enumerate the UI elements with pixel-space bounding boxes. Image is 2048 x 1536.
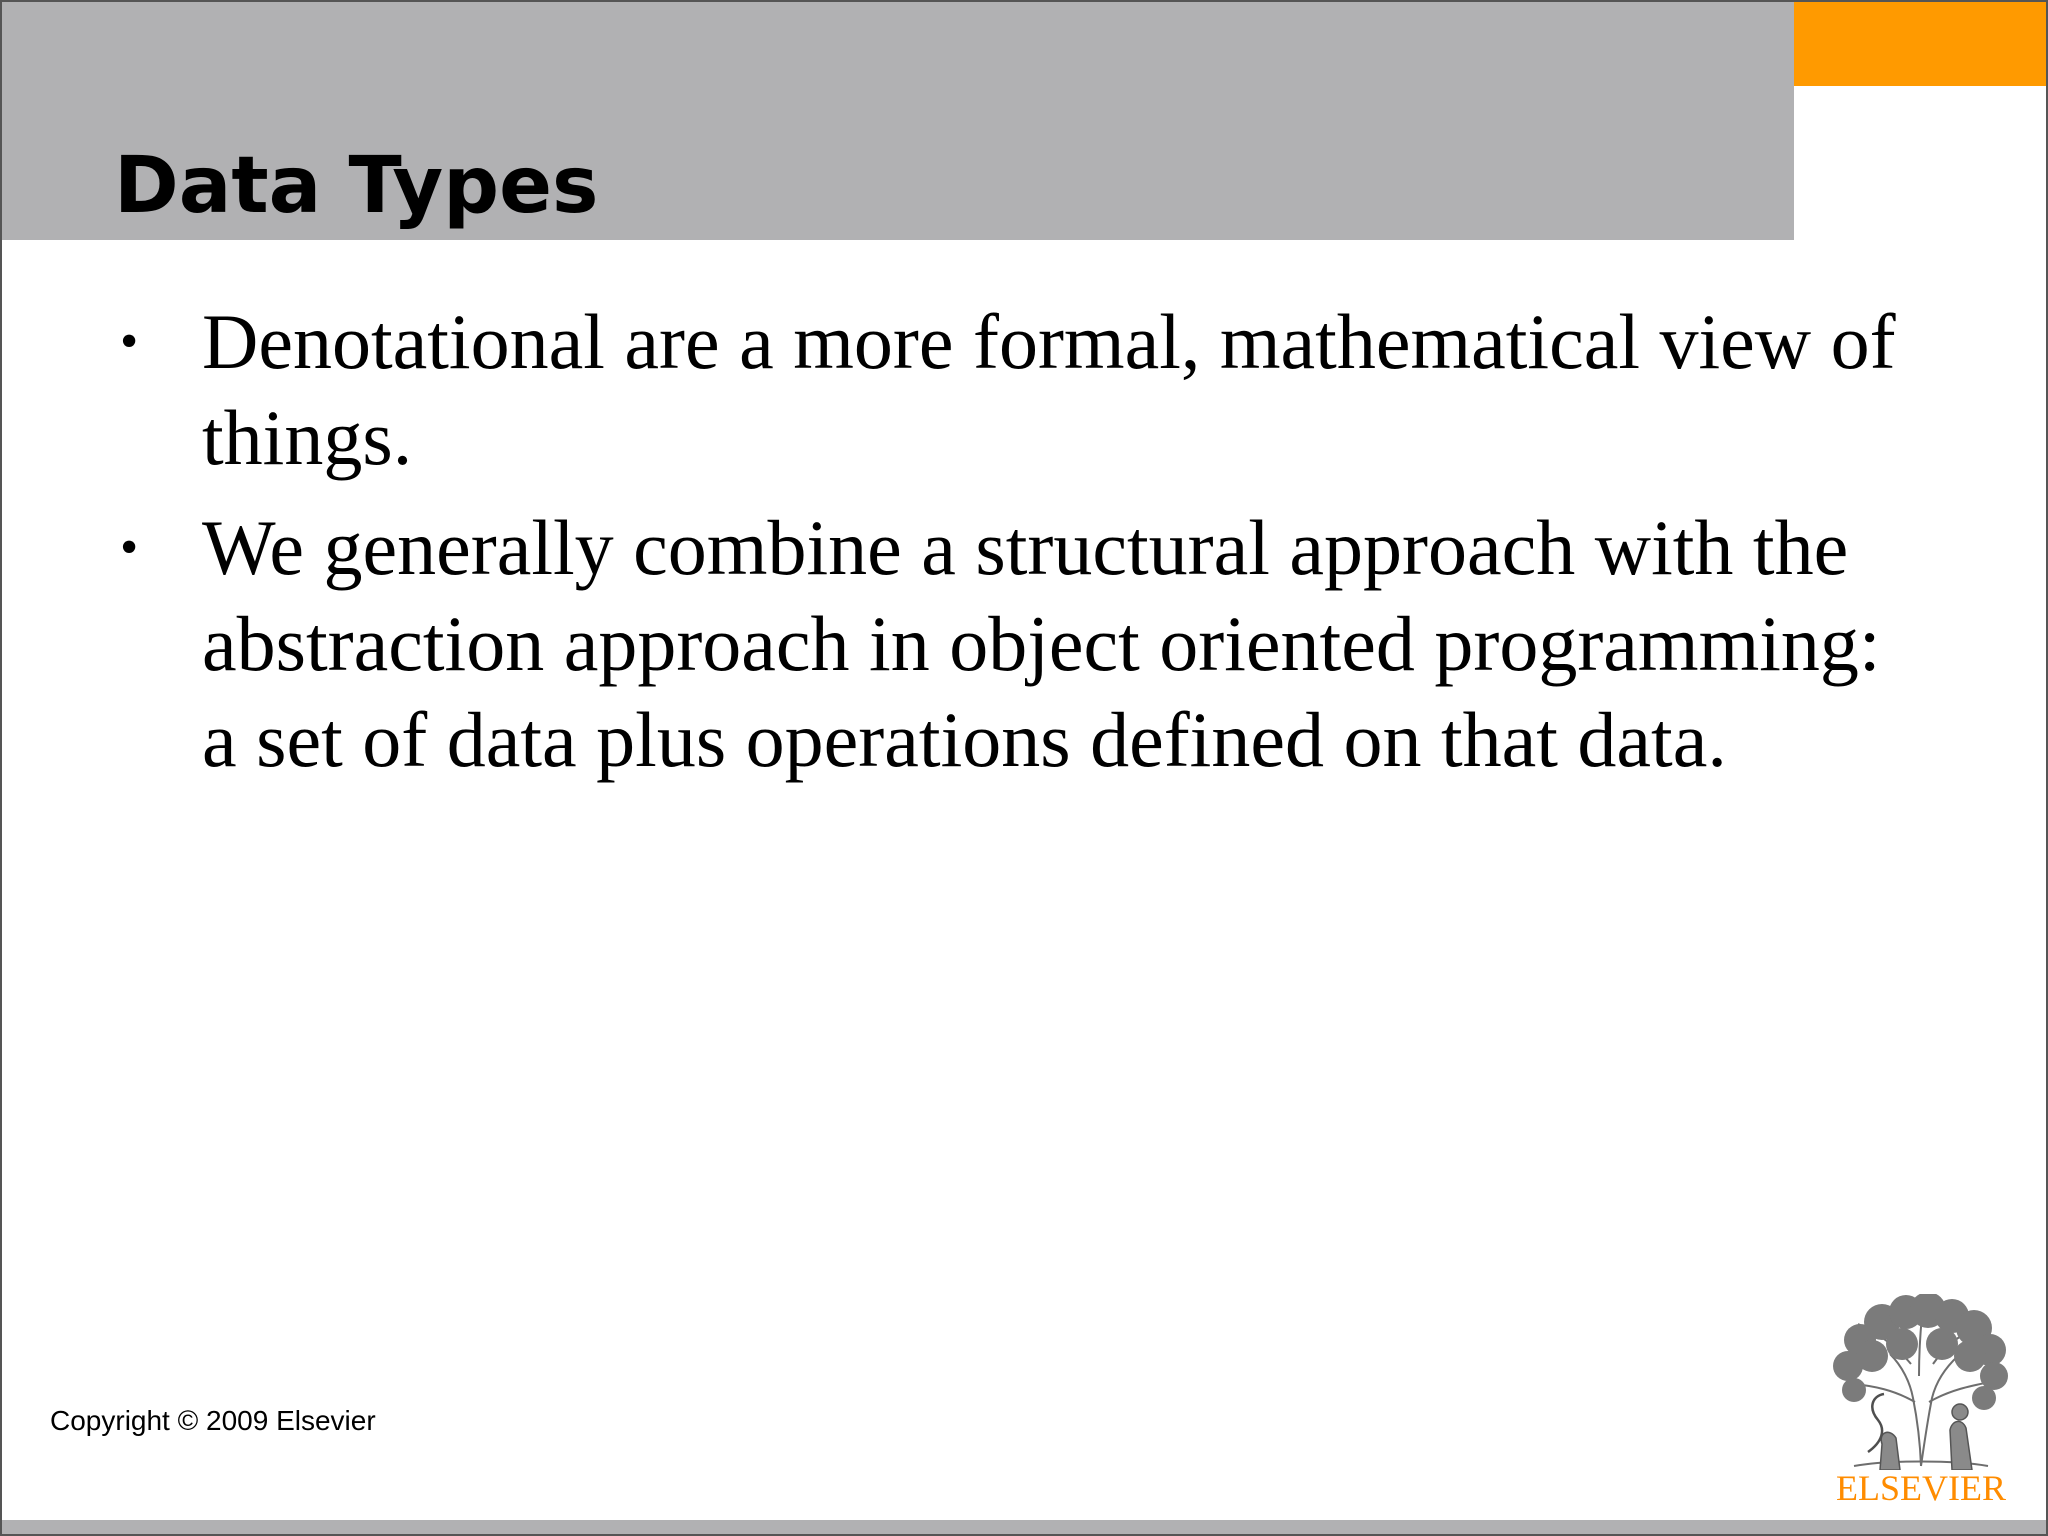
bullet-marker: • [120, 519, 139, 576]
bullet-item [120, 294, 1910, 486]
elsevier-wordmark: ELSEVIER [1836, 1468, 2006, 1508]
bullet-list [120, 294, 1910, 802]
accent-block [1794, 2, 2048, 86]
slide-title: Data Types [114, 141, 599, 231]
bottom-rule [2, 1520, 2048, 1536]
elsevier-tree-icon [1824, 1294, 2018, 1470]
copyright-text: Copyright © 2009 Elsevier [50, 1405, 376, 1436]
bullet-marker: • [120, 313, 139, 370]
bullet-item [120, 500, 1910, 788]
bullet-text: We generally combine a structural approach with the abstraction approach in object oriented programming: a set of data plus operations defined on that data. [202, 504, 1881, 783]
elsevier-logo [1824, 1294, 2018, 1514]
bullet-text: Denotational are a more formal, mathematical view of things. [202, 298, 1896, 481]
